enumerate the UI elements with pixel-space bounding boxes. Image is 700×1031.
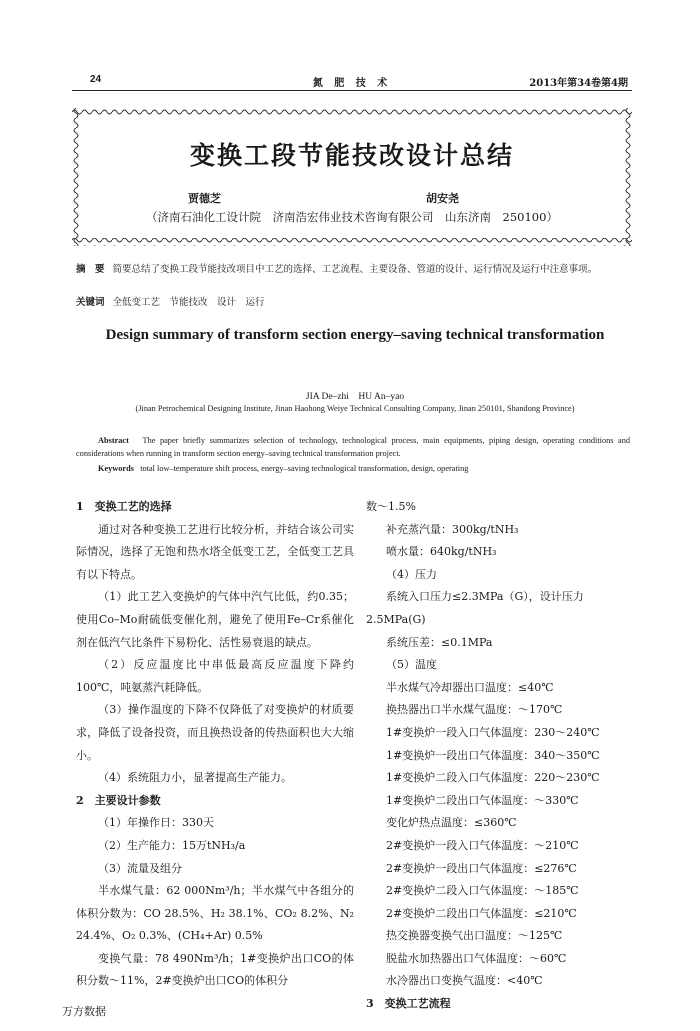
paragraph: 2#变换炉一段出口气体温度：≤276℃ [386, 861, 577, 875]
paragraph: 喷水量：640kg/tNH₃ [386, 545, 497, 559]
paragraph: 数～1.5% [366, 500, 416, 513]
english-title: Design summary of transform section energy–saving technical transformation [105, 327, 605, 343]
section-heading: 3 变换工艺流程 [366, 997, 451, 1011]
affiliation: （济南石油化工设计院 济南浩宏伟业技术咨询有限公司 山东济南 250100） [146, 210, 558, 224]
paragraph: 半水煤气量：62 000Nm³/h；半水煤气中各组分的体积分数为：CO 28.5%、H₂ 38.1%、CO₂ 8.2%、N₂ 24.4%、O₂ 0.3%、(CH₄+Ar) 0.5% [76, 884, 354, 943]
paragraph: 2#变换炉二段出口气体温度：≤210℃ [386, 906, 577, 920]
paragraph: 换热器出口半水煤气温度：～170℃ [386, 703, 563, 717]
right-column [366, 496, 632, 1016]
paragraph: （4）系统阻力小，显著提高生产能力。 [98, 771, 292, 785]
abstract-cn [76, 262, 630, 278]
paragraph: 通过对各种变换工艺进行比较分析，并结合该公司实际情况，选择了无饱和热水塔全低变工艺，全低变工艺具有以下特点。 [76, 522, 354, 581]
paragraph: 系统压差：≤0.1MPa [386, 635, 493, 649]
paragraph: （1）年操作日：330天 [98, 816, 214, 830]
journal-name: 氮 肥 技 术 [312, 78, 392, 89]
paragraph: 1#变换炉二段出口气体温度：～330℃ [386, 793, 579, 807]
paragraph: （5）温度 [386, 658, 437, 672]
author-1: 贾德芝 [188, 192, 221, 205]
english-abstract [76, 434, 630, 460]
paragraph: 1#变换炉一段入口气体温度：230～240℃ [386, 725, 600, 739]
paragraph: （3）操作温度的下降不仅降低了对变换炉的材质要求，降低了设备投资，而且换热设备的传热面积也大大缩小。 [76, 703, 354, 762]
paragraph: 脱盐水加热器出口气体温度：～60℃ [386, 951, 567, 965]
watermark-footer: 万方数据 [62, 1005, 106, 1018]
page-number: 24 [90, 74, 102, 85]
title-box [72, 108, 632, 246]
paragraph: 系统入口压力≤2.3MPa（G），设计压力 [386, 590, 584, 604]
paragraph: 热交换器变换气出口温度：～125℃ [386, 929, 563, 943]
paragraph: 变换气量：78 490Nm³/h；1#变换炉出口CO的体积分数～11%，2#变换炉出口CO的体积分 [76, 951, 354, 988]
paragraph: 补充蒸汽量：300kg/tNH₃ [386, 522, 519, 536]
article-title: 变换工段节能技改设计总结 [189, 141, 514, 170]
paragraph: 2#变换炉一段入口气体温度：～210℃ [386, 838, 579, 852]
keywords-cn-text: 全低变工艺 节能技改 设计 运行 [112, 297, 265, 308]
paragraph: 2.5MPa(G) [366, 612, 426, 626]
english-keywords-text: total low–temperature shift process, energy–saving technological transformation, design, operating [140, 464, 469, 473]
left-column [76, 496, 354, 993]
abstract-cn-text: 简要总结了变换工段节能技改项目中工艺的选择、工艺流程、主要设备、管道的设计、运行情况及运行中注意事项。 [112, 264, 598, 275]
paragraph: 半水煤气冷却器出口温度：≤40℃ [386, 680, 554, 694]
author-2: 胡安尧 [426, 192, 459, 205]
keywords-cn-label: 关键词 [76, 297, 105, 308]
paragraph: 1#变换炉一段出口气体温度：340～350℃ [386, 748, 600, 762]
english-authors: JIA De–zhi HU An–yao [305, 392, 405, 402]
english-keywords-label: Keywords [98, 464, 134, 473]
section-heading: 2 主要设计参数 [76, 793, 161, 807]
paragraph: 1#变换炉二段入口气体温度：220～230℃ [386, 771, 600, 785]
english-abstract-text: The paper briefly summarizes selection of technology, technological process, main equipments, piping design, operating conditions and considerations when running in transform section energy–saving technical transformation project. [76, 436, 630, 458]
decorative-border [72, 108, 632, 246]
paragraph: 水冷器出口变换气温度：<40℃ [386, 974, 543, 988]
english-affiliation: (Jinan Petrochemical Designing Institute, Jinan Haohong Weiye Technical Consulting Company, Jinan 250101, Shandong Province) [135, 404, 575, 413]
paragraph: （1）此工艺入变换炉的气体中汽气比低，约0.35；使用Co–Mo耐硫低变催化剂，避免了使用Fe–Cr系催化剂在低汽气比条件下易粉化、活性易衰退的缺点。 [76, 590, 354, 649]
issue-info: 2013年第34卷第4期 [529, 78, 628, 89]
paragraph: （2）反应温度比中串低最高反应温度下降约100℃，吨氨蒸汽耗降低。 [76, 658, 354, 694]
keywords-cn [76, 294, 630, 308]
english-abstract-label: Abstract [98, 436, 129, 445]
section-heading: 1 变换工艺的选择 [76, 500, 172, 513]
paragraph: 变化炉热点温度：≤360℃ [386, 816, 517, 830]
paragraph: （2）生产能力：15万tNH₃/a [98, 838, 246, 852]
running-header [72, 72, 632, 91]
english-keywords [98, 464, 630, 473]
paragraph: （4）压力 [386, 567, 437, 581]
paragraph: （3）流量及组分 [98, 861, 182, 875]
abstract-cn-label: 摘 要 [76, 264, 105, 275]
paragraph: 2#变换炉二段入口气体温度：～185℃ [386, 884, 579, 898]
